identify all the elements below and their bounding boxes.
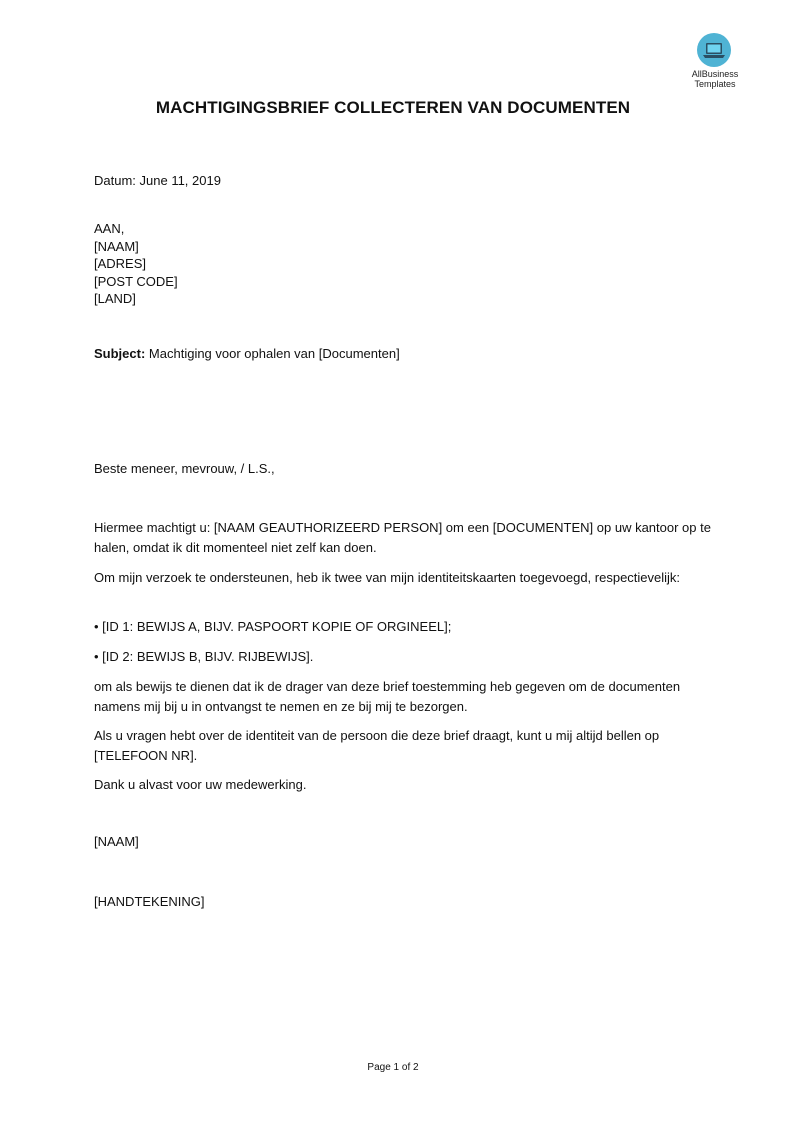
body-paragraph-4: Als u vragen hebt over de identiteit van de persoon die deze brief draagt, kunt u mij altijd bellen op [TELEFOON NR].: [94, 728, 660, 763]
document-title: MACHTIGINGSBRIEF COLLECTEREN VAN DOCUMENTEN: [155, 98, 631, 117]
subject-text: Machtiging voor ophalen van [Documenten]: [148, 346, 400, 361]
body-paragraph-2: Om mijn verzoek te ondersteunen, heb ik twee van mijn identiteitskaarten toegevoegd, respectievelijk:: [94, 570, 681, 585]
id-bullet-1: • [ID 1: BEWIJS A, BIJV. PASPOORT KOPIE OF ORGINEEL];: [94, 619, 452, 634]
allbusiness-logo: [690, 31, 742, 91]
id-bullet-2: • [ID 2: BEWIJS B, BIJV. RIJBEWIJS].: [94, 649, 314, 664]
address-line: [ADRES]: [94, 256, 147, 272]
recipient-address: [94, 220, 178, 308]
logo-text: [686, 69, 744, 89]
body-paragraph-1: Hiermee machtigt u: [NAAM GEAUTHORIZEERD PERSON] om een [DOCUMENTEN] op uw kantoor op te halen, omdat ik dit momenteel niet zelf kan doen.: [94, 520, 711, 555]
address-line: [POST CODE]: [94, 273, 178, 289]
logo-line-2: Templates: [694, 79, 736, 89]
closing-name: [NAAM]: [94, 834, 139, 849]
address-line: AAN,: [94, 221, 125, 236]
subject-label: Subject:: [94, 346, 146, 361]
signature-placeholder: [HANDTEKENING]: [94, 894, 205, 909]
laptop-icon: [697, 33, 731, 67]
address-line: [LAND]: [94, 291, 136, 307]
salutation: Beste meneer, mevrouw, / L.S.,: [94, 461, 275, 476]
body-paragraph-5: Dank u alvast voor uw medewerking.: [94, 777, 307, 792]
address-line: [NAAM]: [94, 238, 139, 254]
subject-line: [94, 345, 400, 363]
date-line: Datum: June 11, 2019: [94, 173, 221, 188]
logo-circle: [697, 33, 731, 67]
body-paragraph-3: om als bewijs te dienen dat ik de drager van deze brief toestemming heb gegeven om de documenten namens mij bij u in ontvangst te nemen en ze bij mij te bezorgen.: [94, 679, 681, 714]
logo-line-1: AllBusiness: [691, 69, 739, 79]
page-number: Page 1 of 2: [367, 1062, 419, 1073]
